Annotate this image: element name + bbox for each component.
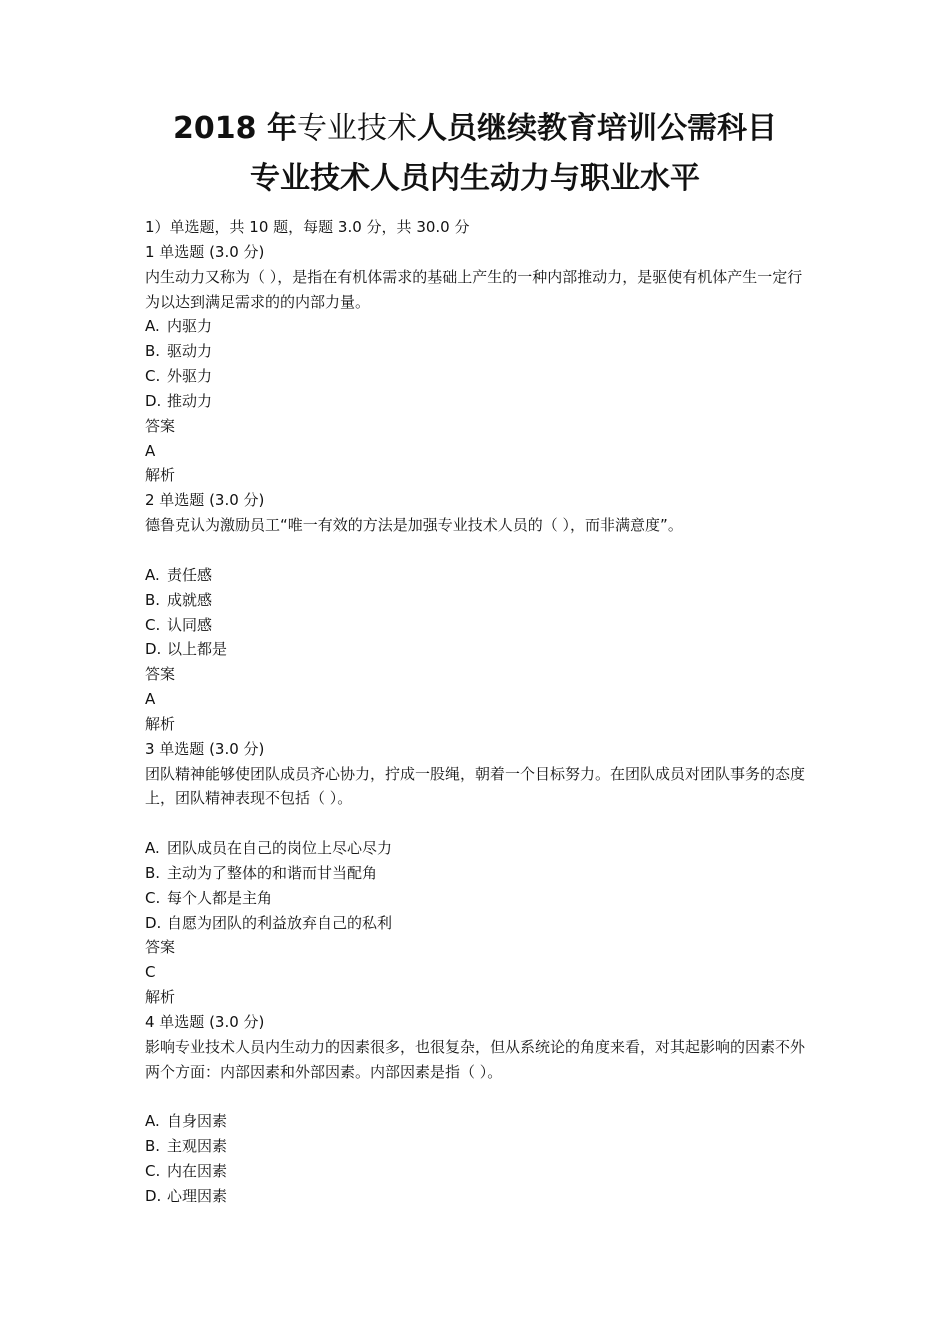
question-2 xyxy=(145,488,810,736)
option-letter: C. xyxy=(145,615,161,634)
option-b xyxy=(145,1134,810,1159)
option-text: 主动为了整体的和谐而甘当配角 xyxy=(167,863,378,882)
answer-label: 答案 xyxy=(145,665,176,684)
question-stem: 德鲁克认为激励员工“唯一有效的方法是加强专业技术人员的（ ），而非满意度”。 xyxy=(145,516,683,535)
document-body xyxy=(145,215,810,1209)
analysis-label: 解析 xyxy=(145,714,176,733)
blank-line xyxy=(145,538,810,563)
option-c xyxy=(145,613,810,638)
option-text: 团队成员在自己的岗位上尽心尽力 xyxy=(167,839,393,858)
question-stem: 团队精神能够使团队成员齐心协力，拧成一股绳，朝着一个目标努力。在团队成员对团队事务的态度上，团队精神表现不包括（ ）。 xyxy=(145,764,806,808)
title-segment-light: 专业技术 xyxy=(296,111,417,146)
option-letter: B. xyxy=(145,590,161,609)
option-d xyxy=(145,637,810,662)
title-segment-bold: 人员继续教育培训公需科目 xyxy=(416,111,777,146)
question-stem: 内生动力又称为（ ），是指在有机体需求的基础上产生的一种内部推动力，是驱使有机体产生一定行为以达到满足需求的的内部力量。 xyxy=(145,267,803,311)
option-text: 认同感 xyxy=(167,615,213,634)
option-d xyxy=(145,389,810,414)
option-text: 内驱力 xyxy=(167,317,213,336)
question-4 xyxy=(145,1010,810,1209)
option-b xyxy=(145,339,810,364)
option-letter: D. xyxy=(145,391,162,410)
option-letter: A. xyxy=(145,317,160,336)
option-c xyxy=(145,364,810,389)
blank-line xyxy=(145,1085,810,1110)
option-b xyxy=(145,861,810,886)
option-letter: A. xyxy=(145,839,160,858)
question-3 xyxy=(145,737,810,1010)
option-text: 内在因素 xyxy=(167,1162,228,1181)
answer-label: 答案 xyxy=(145,938,176,957)
answer-value: A xyxy=(145,441,156,460)
option-letter: D. xyxy=(145,640,162,659)
option-text: 自愿为团队的利益放弃自己的私利 xyxy=(167,913,393,932)
analysis-label: 解析 xyxy=(145,466,176,485)
question-header: 3 单选题 (3.0 分) xyxy=(145,739,265,758)
question-stem: 影响专业技术人员内生动力的因素很多，也很复杂，但从系统论的角度来看，对其起影响的因素不外两个方面：内部因素和外部因素。内部因素是指（ ）。 xyxy=(145,1037,806,1081)
answer-label: 答案 xyxy=(145,416,176,435)
option-text: 推动力 xyxy=(167,391,213,410)
answer-value: A xyxy=(145,690,156,709)
option-a xyxy=(145,836,810,861)
question-header: 4 单选题 (3.0 分) xyxy=(145,1013,265,1031)
question-header: 1 单选题 (3.0 分) xyxy=(145,242,265,261)
analysis-label: 解析 xyxy=(145,988,176,1007)
option-c xyxy=(145,886,810,911)
blank-line xyxy=(145,811,810,836)
option-a xyxy=(145,314,810,339)
option-text: 心理因素 xyxy=(167,1186,228,1205)
section-header: 1）单选题，共 10 题，每题 3.0 分，共 30.0 分 xyxy=(145,218,470,236)
option-c xyxy=(145,1159,810,1184)
option-letter: B. xyxy=(145,1137,161,1156)
option-letter: B. xyxy=(145,342,161,361)
option-letter: C. xyxy=(145,1162,161,1181)
option-text: 以上都是 xyxy=(167,640,228,659)
title-line-1 xyxy=(0,107,950,151)
question-header: 2 单选题 (3.0 分) xyxy=(145,491,265,510)
option-d xyxy=(145,1184,810,1209)
title-line-2: 专业技术人员内生动力与职业水平 xyxy=(250,161,700,196)
option-letter: D. xyxy=(145,1186,162,1205)
option-letter: A. xyxy=(145,1112,160,1131)
option-letter: B. xyxy=(145,863,161,882)
option-text: 每个人都是主角 xyxy=(167,888,273,907)
option-text: 成就感 xyxy=(167,590,213,609)
option-a xyxy=(145,563,810,588)
option-text: 主观因素 xyxy=(167,1137,228,1156)
question-1 xyxy=(145,240,810,488)
option-letter: A. xyxy=(145,565,160,584)
option-letter: D. xyxy=(145,913,162,932)
option-letter: C. xyxy=(145,367,161,386)
option-letter: C. xyxy=(145,888,161,907)
document-title xyxy=(0,107,950,201)
option-b xyxy=(145,588,810,613)
title-year: 2018 年 xyxy=(173,111,297,146)
option-d xyxy=(145,911,810,936)
option-text: 自身因素 xyxy=(167,1112,228,1131)
option-text: 责任感 xyxy=(167,565,213,584)
option-text: 驱动力 xyxy=(167,342,213,361)
option-text: 外驱力 xyxy=(167,367,213,386)
option-a xyxy=(145,1109,810,1134)
answer-value: C xyxy=(145,963,156,982)
